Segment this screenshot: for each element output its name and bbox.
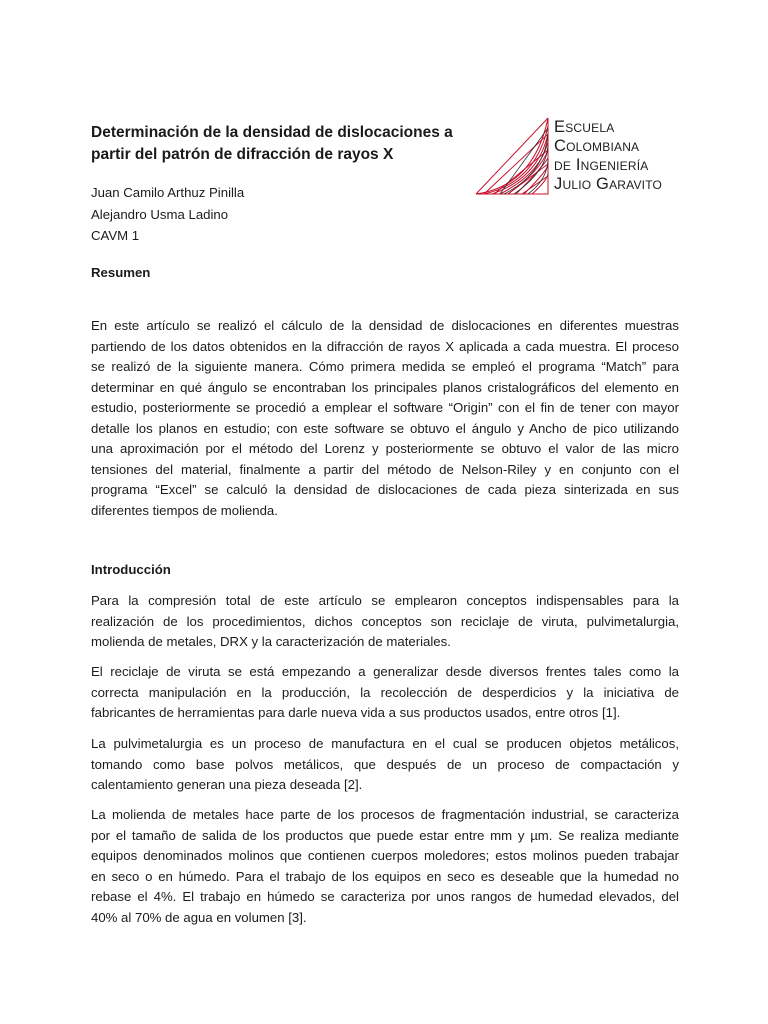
abstract-heading: Resumen — [91, 265, 151, 280]
text-line: fabricantes de herramientas para darle nueva vida a sus productos usados, entre otros [1]. — [91, 705, 621, 720]
text-line: rebase el 4%. El trabajo en húmedo se caracteriza por unos rangos de humedad elevados, del — [91, 889, 679, 904]
text-line: La molienda de metales hace parte de los procesos de fragmentación industrial, se caracteriza — [91, 807, 679, 822]
text-line: equipos denominados molinos que contienen cuerpos moledores; estos molinos pueden trabajar — [91, 848, 679, 863]
intro-paragraph — [91, 662, 679, 724]
author-name: Juan Camilo Arthuz Pinilla — [91, 185, 245, 200]
logo-line: Julio Garavito — [554, 175, 663, 193]
text-line: tomando como base polvos metálicos, que después de un proceso de compactación y — [91, 756, 679, 772]
text-line: partiendo de los datos obtenidos en la difracción de rayos X aplicada a cada muestra. El proceso — [91, 338, 679, 354]
logo-line: Colombiana — [554, 137, 640, 155]
text-line: tensiones del material, finalmente a partir del método de Nelson-Riley y en conjunto con el — [91, 461, 679, 477]
text-line: por el tamaño de salida de los productos que puede estar entre mm y µm. Se realiza mediante — [91, 827, 679, 843]
title-line: Determinación de la densidad de dislocaciones a — [91, 124, 453, 141]
course-code: CAVM 1 — [91, 228, 140, 243]
article-title — [91, 122, 471, 166]
author-list — [91, 182, 244, 247]
intro-paragraph — [91, 805, 679, 928]
author-name: Alejandro Usma Ladino — [91, 206, 229, 222]
title-line: partir del patrón de difracción de rayos X — [91, 146, 394, 163]
text-line: Para la compresión total de este artículo se emplearon conceptos indispensables para la — [91, 593, 679, 608]
university-logo — [474, 114, 714, 200]
text-line: La pulvimetalurgia es un proceso de manufactura en el cual se producen objetos metálicos, — [91, 736, 679, 751]
text-line: correcta manipulación en la producción, la recolección de desperdicios y la iniciativa de — [91, 684, 679, 700]
logo-curve-graphic — [474, 114, 552, 198]
text-line: programa “Excel” se calculó la densidad de dislocaciones de cada pieza sinterizada en sus — [91, 482, 679, 497]
text-line: En este artículo se realizó el cálculo de la densidad de dislocaciones en diferentes muestras — [91, 318, 679, 333]
text-line: diferentes tiempos de molienda. — [91, 502, 278, 518]
text-line: detalle los planos en estudio; con este software se obtuvo el ángulo y Ancho de pico utilizando — [91, 420, 679, 436]
text-line: en seco o en húmedo. Para el trabajo de los equipos en seco es deseable que la humedad no — [91, 868, 679, 884]
text-line: El reciclaje de viruta se está empezando a generalizar desde diversos frentes tales como la — [91, 664, 679, 679]
text-line: determinar en qué ángulo se encontraban los principales planos cristalográficos del elemento en — [91, 379, 679, 395]
text-line: estudio, posteriormente se procedió a emplear el software “Origin” con el fin de tener con mayor — [91, 400, 679, 415]
abstract-paragraph — [91, 316, 679, 521]
intro-paragraph — [91, 591, 679, 653]
text-line: una aproximación por el método del Lorenz y posteriormente se obtuvo el valor de las micro — [91, 441, 679, 456]
text-line: se realizó de la siguiente manera. Cómo primera medida se empleó el programa “Match” para — [91, 359, 679, 374]
text-line: realización de los procedimientos, dichos conceptos son reciclaje de viruta, pulvimetalurgia, — [91, 613, 679, 629]
text-line: calentamiento generan una pieza deseada [2]. — [91, 777, 363, 792]
text-line: 40% al 70% de agua en volumen [3]. — [91, 909, 307, 925]
intro-paragraph — [91, 734, 679, 796]
logo-line: Escuela — [554, 118, 615, 136]
logo-wordmark — [554, 118, 662, 194]
introduction-heading: Introducción — [91, 562, 171, 577]
text-line: molienda de metales, DRX y la caracterización de materiales. — [91, 634, 451, 649]
logo-line: de Ingeniería — [554, 156, 649, 174]
